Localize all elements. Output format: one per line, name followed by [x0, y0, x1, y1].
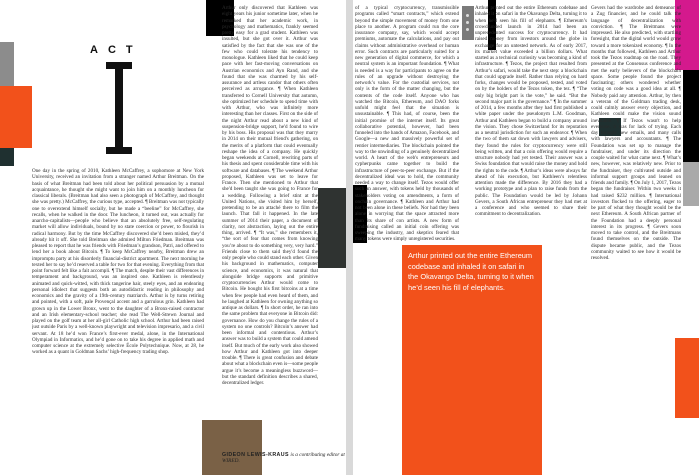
article-column-2: [222, 5, 318, 445]
dotted-marker-block: [462, 6, 474, 40]
article-text: Arthur only discovered that Kathleen was eight years his junior sometime later, when he remarked that her academic work, in psychology and mathematics, frankly seemed pretty easy for a grad student. Kathleen was insulted, but she got over it. Arthur was satisfied by the fact that she was one of the few who could tolerate his tendency to monologue. Kathleen liked that he could keep pace with her fast-moving conversations on Austrian economics and Ayn Rand, and she found that she was charmed by his self-assurance and artless candor that others often perceived as arrogance. ¶ When Kathleen transferred to Cornell University that autumn, she optimized her schedule to spend time with with Arthur, who was infinitely more interesting than her classes. First on the side of the night Arthur read about a new kind of suspension-bridge support, he'd found to wire by his boss. His proposal was that they marry in 2014 on their mutual friend's gathering, on the merits of a platform that could eventually reshape the idea of a company. He quickly began weekends at Cornell, rewriting parts of his thesis and spent considerable time with his software and databases. ¶ The weekend Arthur proposed, Kathleen was set to leave for France. Then she mentioned to Arthur that she'd been taught she was going to France for a wedding. Following a brief stint at the United Nations, she visited him by herself, pretending to be an attaché there to film the launch. That fall it happened. In the late summer of 2014 their paper, a document of clarity, not abstraction, laying out the entire thing, arrived. ¶ “It was,” she remembers it, “the sort of fear that comes from knowing you’re about to do something very, very hard.” Friends close to them said they'd found the only people who could stand each other. Given his background in mathematics, computer science, and economics, it was natural that alongside bridge supports and primitive cryptocurrencies Arthur would come to Bitcoin. He bought his first bitcoins at a time when few people had even heard of them, and he laughed at Kathleen for owning anything so antique as dollars. ¶ In short order, he ran into the same problem that everyone in Bitcoin did: governance. How do you change the rules of a system no one controls? Bitcoin’s answer had been informal and contentious. Arthur’s answer was to build a system that could amend itself. But much of the early work also showed how Arthur and Kathleen got into deeper trouble. ¶ There is great confusion and debate about what a blockchain even is—some people argue it’s become a meaningless buzzword—but the standard definition describes a shared, decentralized ledger.: [222, 5, 318, 386]
article-column-5: [591, 5, 681, 470]
article-text: of a typical cryptocurrency, transmissible programs called “smart contracts,” which extend beyond the simple movement of money from one place to another. A program could run the core insurance company, say, which would accept premiums, automate the calculations, and pay out claims without administrative overhead or human error. Such contracts are particularly suited for a new generation of digital commerce, for which a neutral system is an important foundation. ¶ What is needed is a way for participants to agree on the rules of an upgrade without destroying the network’s value. For the custodial services, not only is the form of the matter changing, but the contents of the code itself. Anyone who has watched the Bitcoin, Ethereum, and DAO forks unfold might feel that the situation is unsustainable. ¶ This had, of course, been the initial promise of the internet itself. Its great collaborative potential, however, had been funneled into the hands of Amazon, Facebook, and Google—a new and massively powerful set of rentier intermediaries. The blockchain pointed the way to the unwinding of a genuinely decentralized world. A heart of the web's entrepreneurs and cypherpunks came together to build the infrastructure of peer-to-peer exchange. But if the decentralized ideal was to hold, the community needed a way to change itself. Tezos would offer such an answer, with tokens held by thousands of stakeholders voting on amendments, a form of onchain governance. ¶ Kathleen and Arthur had not been alone in these beliefs. Nor had they been alone in worrying that the space attracted more than its share of con artists. A new form of fundraising called an initial coin offering was sweeping the industry, and skeptics feared that many tokens were simply unregistered securities.: [355, 5, 459, 243]
article-text: One day in the spring of 2010, Kathleen McCaffrey, a sophomore at New York University, received an invitation from a stranger named Arthur Breitman. On the basis of what Breitman had been told about her political persuasion by a mutual acquaintance, he thought she might want to join him on a monthly luncheon for classical liberals. (Breitman had also seen a photograph of McCaffrey, and thought she was pretty.) McCaffrey, the curious type, accepted. ¶ Breitman was not typically one to overextend himself socially, but he made a “beeline” for McCaffrey, she recalls, when he walked in the door. The luncheon, it turned out, was actually for anarcho-capitalists—people who believe that an absolutely free, self-regulating market will allow individuals, bound by no state coercion or power, to flourish in radical harmony. But by the time McCaffrey discovered she’d been misled, they’d already hit it off. She told Breitman she admired Milton Friedman. Breitman was pleased to report that he was friends with Friedman’s grandson, Patri, and offered to lend her a book about Bitcoin. ¶ To keep McCaffrey nearby, Breitman drew an impromptu party at his disorderly financial-district apartment. The next morning he texted her to say he’d reserved a table for two for that evening. Everything from that point forward felt like a fait accompli. ¶ The match, despite their vast differences in temperament and background, was an inspired one. Kathleen is relentlessly animated and quick-witted, with thick tangerine hair, steely eyes, and an endearing personal idiolect that suggests both an autodidactic reading in philosophy and economics and the gravity of a 19th-century matriarch. Arthur is by turns retiring and pointed, with a soft, pale Provençal accent and a garrulous grin. Kathleen had grown up in the Lower Bronx, went to the daughter of a Bronx-raised contractor and an Irish elementary-school teacher; she read The Well-Strewn Journal and played on the golf team at her all-girl Catholic high school. Arthur had been raised just outside Paris by a well-known playwright and television impresario, and a civil servant. At 18 he’d won France’s first-ever medal, alone, in the International Olympiad in Informatics, and he’d gone on to take his degree in applied math and computer science at the extremely selective École Polytechnique. Now, at 28, he worked as a quant in Goldman Sachs’ high-frequency trading shop.: [32, 168, 204, 356]
article-text: Gevers had the wardrobe and demeanor of a Zug financier, and he could talk the language of decentralization with conviction. ¶ The Breitmans were impressed. He also predicted, with startling foresight, that the digital world would grow toward a more tokenized economy. ¶ In the months that followed, Kathleen and Arthur took the Tezos roadmap on the road. They presented at the Consensus conference and met the early believers of the blockchain space. Some people found the project fascinating; others wondered whether voting on code was a good idea at all. ¶ Nobody paid any attention. Arthur, by then a veteran of the Goldman trading desk, could calmly answer every objection, and Kathleen could make the vision sound inevitable. ¶ If Tezos wasn't to help everyone, it was for lack of trying. Each day brought new emails, and many calls with lawyers and accountants. ¶ The Foundation was set up to manage the fundraiser, and under its direction the couple waited for what came next. ¶ What’s new, however, was relatively new. Prior to the fundraiser, they cultivated outside and informal support groups and leaned on friends and family. ¶ On July 1, 2017, Tezos began the fundraiser. Within two weeks it had raised $232 million. ¶ International investors flocked to the offering, eager to be part of what they thought would be the next Ethereum. A South African partner of the Foundation had a deeply personal interest in its progress. ¶ Gevers soon moved to take control, and the Breitmans found themselves on the outside. The dispute became public, and the Tezos community waited to see how it would be resolved.: [591, 5, 681, 261]
pull-quote-text: Arthur printed out the entire Ethereum codebase and inhaled it on safari in the Okavango Delta, turning to it when he’d seen his fill of elephants.: [408, 251, 534, 292]
article-text: Arthur printed out the entire Ethereum codebase and inhaled it on safari in the Okavango Delta, turning it to when he'd seen his fill of elephants. ¶ Ethereum’s crowdfunded launch in 2014 had been an unprecedented success for cryptocurrency. It had raised money from investors around the globe in exchange for an untested network. As of early 2017, its market value exceeded a billion dollars. What started as a technical curiosity was becoming a kind of infrastructure. ¶ Tezos, the project that resulted from Arthur’s safari, would take the next step: a blockchain that could upgrade itself. Rather than relying on hard forks, changes would be proposed, tested, and voted on by the holders of the Tezos token, the tez. ¶ “The only big bright part is the vote,” he said. “But the second major part is the governance.” ¶ In the summer of 2014, a few months after they had first published a white paper under the pseudonym L.M. Goodman, Arthur and Kathleen began to build a company around the vision. They chose Switzerland for its reputation as a neutral jurisdiction for such an endeavor. ¶ When the two of them sat down with lawyers and advisers, they found the rules for cryptocurrency were still being written, and that a coin offering would require a structure nobody had yet tested. Their answer was a Swiss foundation that would raise the money and hold the rights to the code. ¶ Arthur’s ideas were always far ahead of his execution, but Kathleen’s relentless attention made the difference. By 2016 they had a working prototype and a plan to raise funds from the public. The Foundation would be led by Johann Gevers, a South African entrepreneur they had met at a conference and who seemed to share their commitment to decentralization.: [475, 5, 587, 218]
right-black-block: [683, 70, 699, 162]
right-gray-block: [683, 162, 699, 206]
left-orange-block: [0, 86, 32, 148]
drop-cap: [106, 62, 132, 154]
left-page: [0, 0, 346, 475]
section-heading: ACT: [90, 44, 143, 56]
author-bio: is a contributing editor at WIRED.: [222, 452, 345, 465]
page-gutter: [346, 0, 353, 475]
pull-quote-box: [402, 245, 542, 475]
right-dark-block: [318, 188, 346, 268]
article-column-1: [32, 168, 204, 470]
left-dark-block: [0, 148, 14, 166]
author-name: GIDEON LEWIS-KRAUS: [222, 452, 289, 458]
left-gray-block: [0, 42, 14, 86]
author-byline: [222, 452, 346, 465]
